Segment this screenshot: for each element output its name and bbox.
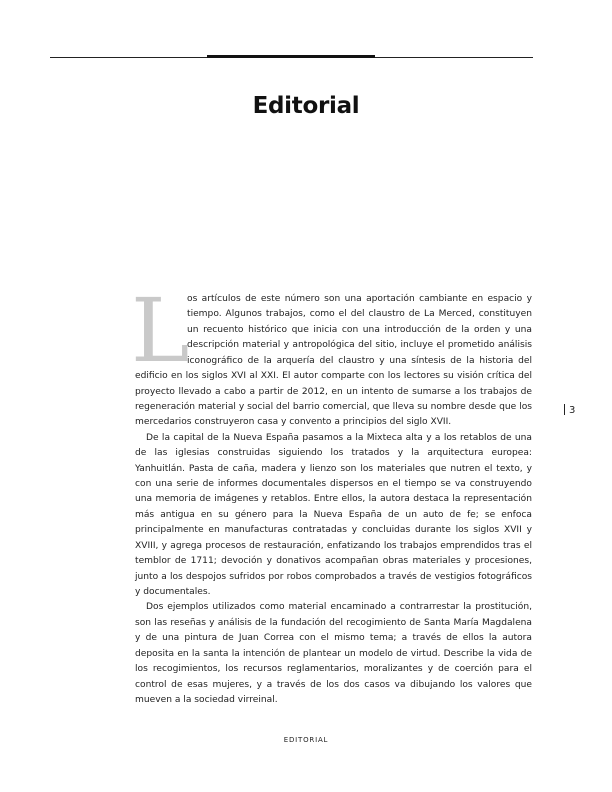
article-paragraph-2: De la capital de la Nueva España pasamos a la Mixteca alta y a los retablos de una de las iglesias construidas siguiendo los tratados y la arquitectura europea: Yanhuitlán. Pasta de caña, madera y lienzo son los materiales que nutren el texto, y con una serie de informes documentales dispersos en el tiempo se va construyendo una memoria de imágenes y retablos. Entre ellos, la autora destaca la representación más antigua en su género para la Nueva España de un auto de fe; se enfoca principalmente en manufacturas contratadas y concluidas durante los siglos XVII y XVIII, y agrega procesos de restauración, enfatizando los trabajos emprendidos tras el temblor de 1711; devoción y donativos acompañan obras materiales y procesiones, junto a los despojos sufridos por robos comprobados a través de vestigios fotográficos y documentales.: [135, 432, 532, 598]
page-number: [564, 404, 575, 416]
article-paragraph-1: [131, 279, 532, 431]
article-paragraph-3: Dos ejemplos utilizados como material encaminado a contrarrestar la prostitución, son las reseñas y análisis de la fundación del recogimiento de Santa María Magdalena y de una pintura de Juan Correa con el mismo tema; a través de ellos la autora deposita en la santa la intención de plantear un modelo de virtud. Describe la vida de los recogimientos, los recursos reglamentarios, moralizantes y de coerción para el control de esas mujeres, y a través de los dos casos va dibujando los valores que mueven a la sociedad virreinal.: [135, 602, 532, 705]
drop-cap: L: [131, 279, 190, 382]
running-footer: EDITORIAL: [283, 736, 329, 744]
page-number-text: 3: [569, 405, 576, 416]
page-title: Editorial: [252, 93, 360, 119]
header-rule-accent: [207, 55, 375, 58]
page-number-bar: [564, 404, 565, 415]
article-body: [131, 279, 532, 708]
paragraph-text: os artículos de este número son una aportación cambiante en espacio y tiempo. Algunos trabajos, como el del claustro de La Merced, constituyen un recuento histórico que inicia con una introducción de la orden y una descripción material y antropológica del sitio, incluye el prometido análisis iconográfico de la arquería del claustro y una síntesis de la historia del edificio en los siglos XVI al XXI. El autor comparte con los lectores su visión crítica del proyecto llevado a cabo a partir de 2012, en un intento de sumarse a los trabajos de regeneración material y social del barrio comercial, que lleva su nombre desde que los mercedarios construyeron casa y convento a principios del siglo XVII.: [135, 294, 532, 428]
